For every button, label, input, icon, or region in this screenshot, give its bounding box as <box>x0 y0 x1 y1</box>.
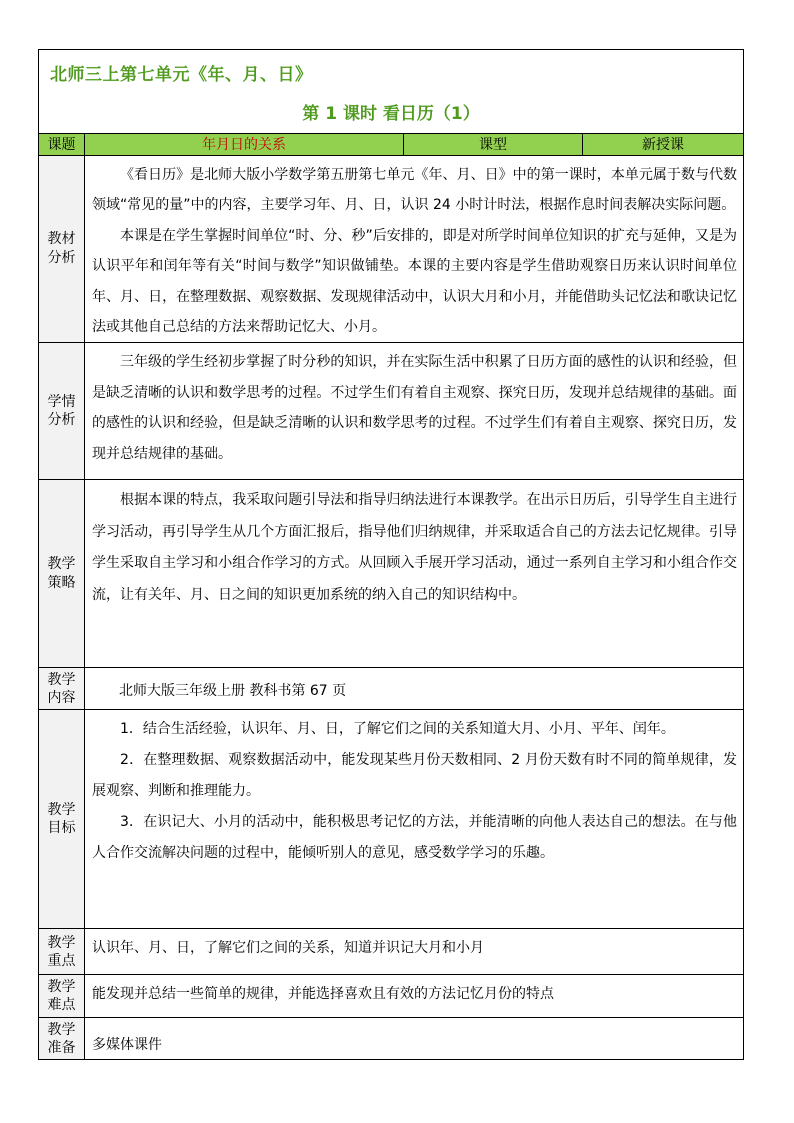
preparation-text: 多媒体课件 <box>85 1018 744 1060</box>
label-line-2: 分析 <box>47 412 76 429</box>
goal-item: 2．在整理数据、观察数据活动中，能发现某些月份天数相同、2 月份天数有时不同的简单规律，发展观察、判断和推理能力。 <box>92 752 738 800</box>
label-line-2: 分析 <box>47 250 76 267</box>
section-content <box>39 668 744 710</box>
topic-label: 课题 <box>39 134 85 156</box>
label-line-2: 内容 <box>47 689 76 706</box>
topic-value: 年月日的关系 <box>85 134 404 156</box>
section-label <box>39 480 85 668</box>
section-label <box>39 975 85 1018</box>
label-line-1: 教学 <box>47 671 76 688</box>
label-line-2: 准备 <box>47 1039 76 1056</box>
paragraph: 本课是在学生掌握时间单位“时、分、秒”后安排的，即是对所学时间单位知识的扩充与延伸，又是为认识平年和闰年等有关“时间与数学”知识做铺垫。本课的主要内容是学生借助观察日历来认识时间单位年、月、日，在整理数据、观察数据、发现规律活动中，认识大月和小月，并能借助头记忆法和歌诀记忆法或其他自己总结的方法来帮助记忆大、小月。 <box>92 227 738 336</box>
label-line-1: 教材 <box>47 231 76 248</box>
difficulties-text: 能发现并总结一些简单的规律，并能选择喜欢且有效的方法记忆月份的特点 <box>85 975 744 1018</box>
title-block <box>39 50 744 134</box>
lesson-plan-sheet <box>38 49 743 1060</box>
goal-item: 1．结合生活经验，认识年、月、日，了解它们之间的关系知道大月、小月、平年、闰年。 <box>120 721 675 738</box>
section-label <box>39 929 85 975</box>
label-line-2: 策略 <box>47 574 76 591</box>
section-goals <box>39 710 744 929</box>
student-analysis-text <box>85 343 744 480</box>
teaching-goals-text <box>85 710 744 929</box>
section-students <box>39 343 744 480</box>
label-line-1: 教学 <box>47 801 76 818</box>
key-points-text: 认识年、月、日，了解它们之间的关系，知道并识记大月和小月 <box>85 929 744 975</box>
paragraph: 三年级的学生经初步掌握了时分秒的知识，并在实际生活中积累了日历方面的感性的认识和经验，但是缺乏清晰的认识和数学思考的过程。不过学生们有着自主观察、探究日历，发现并总结规律的基础。面的感性的认识和经验，但是缺乏清晰的认识和数学思考的过程。不过学生们有着自主观察、探究日历，发现并总结规律的基础。 <box>92 354 738 462</box>
paragraph: 《看日历》是北师大版小学数学第五册第七单元《年、月、日》中的第一课时，本单元属于数与代数领域“常见的量”中的内容，主要学习年、月、日，认识 24 小时计时法，根据作息时间表解决实际问题。 <box>92 167 738 214</box>
section-label <box>39 1018 85 1060</box>
label-line-2: 重点 <box>47 952 76 969</box>
section-label <box>39 343 85 480</box>
section-key-points <box>39 929 744 975</box>
label-line-1: 学情 <box>47 393 76 410</box>
type-value: 新授课 <box>583 134 744 156</box>
teaching-content-text: 北师大版三年级上册 教科书第 67 页 <box>85 668 744 710</box>
textbook-analysis-text <box>85 156 744 343</box>
label-line-1: 教学 <box>47 979 76 996</box>
unit-title: 北师三上第七单元《年、月、日》 <box>50 65 313 85</box>
label-line-2: 目标 <box>47 820 76 837</box>
label-line-1: 教学 <box>47 1021 76 1038</box>
section-strategy <box>39 480 744 668</box>
label-line-1: 教学 <box>47 556 76 573</box>
section-label <box>39 668 85 710</box>
section-textbook <box>39 156 744 343</box>
teaching-strategy-text <box>85 480 744 668</box>
label-line-1: 教学 <box>47 934 76 951</box>
lesson-plan-table <box>38 49 744 1060</box>
section-label <box>39 156 85 343</box>
section-difficulties <box>39 975 744 1018</box>
label-line-2: 难点 <box>47 997 76 1014</box>
section-label <box>39 710 85 929</box>
paragraph: 根据本课的特点，我采取问题引导法和指导归纳法进行本课教学。在出示日历后，引导学生自主进行学习活动，再引导学生从几个方面汇报后，指导他们归纳规律，并采取适合自己的方法去记忆规律。引导学生采取自主学习和小组合作学习的方式。从回顾入手展开学习活动，通过一系列自主学习和小组合作交流，让有关年、月、日之间的知识更加系统的纳入自己的知识结构中。 <box>92 492 738 603</box>
type-label: 课型 <box>404 134 583 156</box>
info-row <box>39 134 744 156</box>
section-preparation <box>39 1018 744 1060</box>
lesson-title: 第 1 课时 看日历（1） <box>302 104 480 124</box>
goal-item: 3．在识记大、小月的活动中，能积极思考记忆的方法，并能清晰的向他人表达自己的想法。在与他人合作交流解决问题的过程中，能倾听别人的意见，感受数学学习的乐趣。 <box>92 814 738 862</box>
